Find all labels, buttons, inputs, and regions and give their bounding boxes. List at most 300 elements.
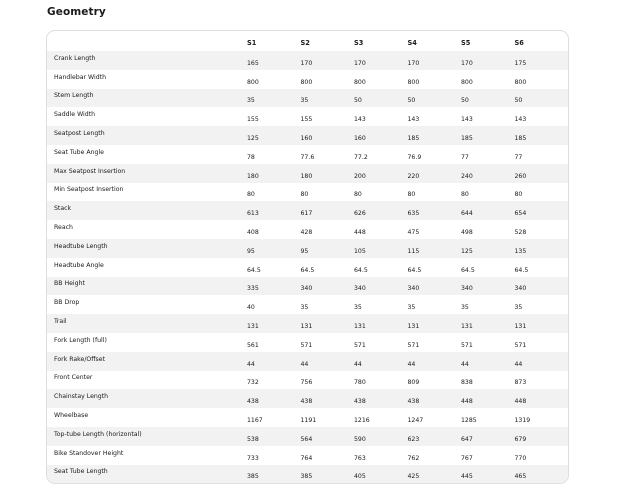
cell-value: 131 bbox=[354, 323, 366, 331]
value-cell bbox=[301, 126, 355, 145]
cell-value: 732 bbox=[247, 379, 259, 387]
value-cell bbox=[461, 220, 515, 239]
table-row bbox=[47, 333, 568, 352]
row-label-cell bbox=[47, 295, 247, 314]
table-row bbox=[47, 352, 568, 371]
value-cell bbox=[301, 107, 355, 126]
cell-value: 340 bbox=[461, 285, 473, 293]
value-cell bbox=[461, 314, 515, 333]
value-cell bbox=[515, 126, 569, 145]
value-cell bbox=[515, 352, 569, 371]
cell-value: 260 bbox=[514, 172, 527, 180]
cell-value: 1247 bbox=[407, 417, 424, 425]
value-cell bbox=[354, 352, 408, 371]
cell-value: 50 bbox=[407, 97, 416, 105]
value-cell bbox=[408, 258, 462, 277]
value-cell bbox=[354, 51, 408, 70]
table-row bbox=[47, 107, 568, 126]
cell-value: 131 bbox=[407, 323, 420, 331]
table-row bbox=[47, 126, 568, 145]
row-label-cell bbox=[47, 314, 247, 333]
row-label: Handlebar Width bbox=[54, 73, 107, 81]
value-cell bbox=[515, 389, 569, 408]
cell-value: 143 bbox=[354, 116, 366, 124]
value-cell bbox=[247, 427, 301, 446]
cell-value: 185 bbox=[514, 135, 527, 143]
value-cell bbox=[408, 465, 462, 484]
cell-value: 180 bbox=[247, 172, 259, 180]
table-row bbox=[47, 408, 568, 427]
cell-value: 170 bbox=[354, 59, 366, 67]
cell-value: 155 bbox=[300, 116, 313, 124]
value-cell bbox=[247, 389, 301, 408]
value-cell bbox=[247, 220, 301, 239]
cell-value: 644 bbox=[461, 210, 473, 218]
cell-value: 340 bbox=[407, 285, 420, 293]
cell-value: 654 bbox=[514, 210, 527, 218]
cell-value: 340 bbox=[300, 285, 313, 293]
value-cell bbox=[461, 295, 515, 314]
row-label: Seat Tube Angle bbox=[54, 148, 104, 156]
row-label: Stem Length bbox=[54, 92, 94, 100]
row-label-cell bbox=[47, 465, 247, 484]
value-cell bbox=[515, 107, 569, 126]
cell-value: 143 bbox=[514, 116, 527, 124]
cell-value: 200 bbox=[354, 172, 366, 180]
row-label-cell bbox=[47, 446, 247, 465]
cell-value: 564 bbox=[300, 435, 313, 443]
value-cell bbox=[408, 314, 462, 333]
value-cell bbox=[408, 371, 462, 390]
value-cell bbox=[247, 333, 301, 352]
row-label-cell bbox=[47, 371, 247, 390]
table-row bbox=[47, 183, 568, 202]
row-label: BB Height bbox=[54, 280, 85, 288]
cell-value: 408 bbox=[247, 229, 259, 237]
value-cell bbox=[461, 389, 515, 408]
cell-value: 800 bbox=[514, 78, 527, 86]
cell-value: 385 bbox=[300, 473, 313, 481]
value-cell bbox=[461, 70, 515, 89]
value-cell bbox=[515, 220, 569, 239]
value-cell bbox=[515, 164, 569, 183]
cell-value: 767 bbox=[461, 454, 473, 462]
cell-value: 77 bbox=[514, 153, 523, 161]
cell-value: 838 bbox=[461, 379, 473, 387]
cell-value: 240 bbox=[461, 172, 473, 180]
value-cell bbox=[408, 389, 462, 408]
value-cell bbox=[247, 107, 301, 126]
value-cell bbox=[515, 371, 569, 390]
value-cell bbox=[408, 183, 462, 202]
cell-value: 64.5 bbox=[407, 266, 422, 274]
cell-value: 131 bbox=[247, 323, 259, 331]
cell-value: 35 bbox=[407, 304, 416, 312]
value-cell bbox=[354, 465, 408, 484]
value-cell bbox=[354, 239, 408, 258]
value-cell bbox=[408, 89, 462, 108]
value-cell bbox=[354, 201, 408, 220]
cell-value: 40 bbox=[247, 304, 255, 312]
cell-value: 80 bbox=[514, 191, 523, 199]
cell-value: 763 bbox=[354, 454, 366, 462]
cell-value: 780 bbox=[354, 379, 366, 387]
table-row bbox=[47, 51, 568, 70]
cell-value: 80 bbox=[300, 191, 309, 199]
row-label: Bike Standover Height bbox=[54, 449, 124, 457]
value-cell bbox=[515, 446, 569, 465]
row-label: Wheelbase bbox=[54, 412, 89, 420]
cell-value: 115 bbox=[407, 247, 420, 255]
value-cell bbox=[247, 51, 301, 70]
row-label-cell bbox=[47, 258, 247, 277]
cell-value: 143 bbox=[407, 116, 420, 124]
cell-value: 44 bbox=[514, 360, 523, 368]
table-row bbox=[47, 201, 568, 220]
column-header: S6 bbox=[514, 39, 524, 47]
cell-value: 438 bbox=[354, 398, 366, 406]
cell-value: 770 bbox=[514, 454, 527, 462]
cell-value: 143 bbox=[461, 116, 473, 124]
cell-value: 35 bbox=[247, 97, 255, 105]
geometry-table-card bbox=[46, 30, 569, 484]
value-cell bbox=[354, 183, 408, 202]
cell-value: 35 bbox=[461, 304, 469, 312]
cell-value: 1191 bbox=[300, 417, 317, 425]
row-label: Saddle Width bbox=[54, 111, 96, 119]
cell-value: 78 bbox=[247, 153, 255, 161]
cell-value: 125 bbox=[461, 247, 473, 255]
value-cell bbox=[515, 89, 569, 108]
cell-value: 131 bbox=[461, 323, 473, 331]
value-cell bbox=[354, 107, 408, 126]
cell-value: 77.6 bbox=[300, 153, 315, 161]
value-cell bbox=[408, 126, 462, 145]
cell-value: 44 bbox=[300, 360, 309, 368]
cell-value: 44 bbox=[247, 360, 255, 368]
value-cell bbox=[515, 51, 569, 70]
cell-value: 185 bbox=[407, 135, 420, 143]
value-cell bbox=[247, 295, 301, 314]
cell-value: 105 bbox=[354, 247, 366, 255]
value-cell bbox=[408, 427, 462, 446]
value-cell bbox=[247, 446, 301, 465]
column-header: S4 bbox=[407, 39, 417, 47]
value-cell bbox=[408, 408, 462, 427]
row-label: Headtube Angle bbox=[54, 261, 104, 269]
table-row bbox=[47, 239, 568, 258]
cell-value: 155 bbox=[247, 116, 259, 124]
value-cell bbox=[301, 70, 355, 89]
value-cell bbox=[354, 258, 408, 277]
cell-value: 1285 bbox=[461, 417, 477, 425]
table-row bbox=[47, 446, 568, 465]
value-cell bbox=[247, 239, 301, 258]
cell-value: 733 bbox=[247, 454, 259, 462]
table-row bbox=[47, 89, 568, 108]
cell-value: 64.5 bbox=[300, 266, 315, 274]
cell-value: 465 bbox=[514, 473, 527, 481]
table-row bbox=[47, 389, 568, 408]
cell-value: 571 bbox=[354, 341, 366, 349]
value-cell bbox=[408, 201, 462, 220]
row-label: Max Seatpost Insertion bbox=[54, 167, 126, 175]
cell-value: 475 bbox=[407, 229, 420, 237]
value-cell bbox=[408, 352, 462, 371]
value-cell bbox=[461, 333, 515, 352]
value-cell bbox=[301, 239, 355, 258]
cell-value: 528 bbox=[514, 229, 527, 237]
cell-value: 1216 bbox=[354, 417, 370, 425]
value-cell bbox=[301, 408, 355, 427]
value-cell bbox=[301, 164, 355, 183]
cell-value: 448 bbox=[514, 398, 527, 406]
cell-value: 50 bbox=[354, 97, 362, 105]
cell-value: 571 bbox=[300, 341, 313, 349]
value-cell bbox=[408, 446, 462, 465]
cell-value: 647 bbox=[461, 435, 473, 443]
row-label: Chainstay Length bbox=[54, 393, 109, 401]
value-cell bbox=[247, 314, 301, 333]
value-cell bbox=[301, 333, 355, 352]
value-cell bbox=[461, 408, 515, 427]
value-cell bbox=[301, 389, 355, 408]
cell-value: 800 bbox=[354, 78, 366, 86]
value-cell bbox=[461, 201, 515, 220]
cell-value: 445 bbox=[461, 473, 473, 481]
geometry-table bbox=[47, 31, 568, 483]
cell-value: 170 bbox=[300, 59, 313, 67]
value-cell bbox=[301, 201, 355, 220]
value-cell bbox=[247, 371, 301, 390]
value-cell bbox=[515, 239, 569, 258]
cell-value: 1319 bbox=[514, 417, 531, 425]
value-cell bbox=[301, 427, 355, 446]
cell-value: 77.2 bbox=[354, 153, 368, 161]
row-label: Headtube Length bbox=[54, 242, 108, 250]
row-label: Stack bbox=[54, 205, 72, 213]
table-row bbox=[47, 277, 568, 296]
row-label: Seat Tube Length bbox=[54, 468, 108, 476]
value-cell bbox=[247, 465, 301, 484]
value-cell bbox=[354, 277, 408, 296]
value-cell bbox=[515, 333, 569, 352]
value-cell bbox=[354, 220, 408, 239]
value-cell bbox=[408, 145, 462, 164]
value-cell bbox=[354, 89, 408, 108]
cell-value: 617 bbox=[300, 210, 313, 218]
value-cell bbox=[515, 183, 569, 202]
row-label-cell bbox=[47, 277, 247, 296]
value-cell bbox=[247, 70, 301, 89]
cell-value: 64.5 bbox=[247, 266, 261, 274]
cell-value: 800 bbox=[247, 78, 259, 86]
cell-value: 131 bbox=[300, 323, 313, 331]
cell-value: 44 bbox=[407, 360, 416, 368]
table-row bbox=[47, 371, 568, 390]
value-cell bbox=[354, 145, 408, 164]
value-cell bbox=[408, 295, 462, 314]
cell-value: 35 bbox=[300, 97, 309, 105]
row-label: Min Seatpost Insertion bbox=[54, 186, 124, 194]
cell-value: 64.5 bbox=[354, 266, 368, 274]
row-label-cell bbox=[47, 220, 247, 239]
value-cell bbox=[301, 465, 355, 484]
value-cell bbox=[461, 352, 515, 371]
header-label-cell bbox=[47, 31, 247, 51]
value-cell bbox=[301, 220, 355, 239]
cell-value: 590 bbox=[354, 435, 366, 443]
value-cell bbox=[461, 371, 515, 390]
row-label-cell bbox=[47, 427, 247, 446]
value-cell bbox=[354, 295, 408, 314]
value-cell bbox=[461, 277, 515, 296]
value-cell bbox=[301, 446, 355, 465]
value-cell bbox=[354, 371, 408, 390]
cell-value: 405 bbox=[354, 473, 366, 481]
row-label: Fork Length (full) bbox=[54, 336, 107, 344]
cell-value: 571 bbox=[407, 341, 420, 349]
table-row bbox=[47, 427, 568, 446]
cell-value: 35 bbox=[514, 304, 523, 312]
value-cell bbox=[461, 239, 515, 258]
value-cell bbox=[354, 389, 408, 408]
row-label-cell bbox=[47, 333, 247, 352]
cell-value: 170 bbox=[407, 59, 420, 67]
value-cell bbox=[301, 145, 355, 164]
row-label-cell bbox=[47, 239, 247, 258]
cell-value: 438 bbox=[300, 398, 313, 406]
value-cell bbox=[408, 239, 462, 258]
cell-value: 44 bbox=[461, 360, 469, 368]
table-row bbox=[47, 145, 568, 164]
value-cell bbox=[354, 70, 408, 89]
page-title: Geometry bbox=[47, 6, 106, 18]
value-cell bbox=[247, 164, 301, 183]
cell-value: 80 bbox=[247, 191, 255, 199]
cell-value: 438 bbox=[407, 398, 420, 406]
cell-value: 571 bbox=[514, 341, 527, 349]
value-cell bbox=[461, 89, 515, 108]
cell-value: 762 bbox=[407, 454, 420, 462]
row-label-cell bbox=[47, 352, 247, 371]
row-label: Seatpost Length bbox=[54, 130, 105, 138]
value-cell bbox=[461, 446, 515, 465]
cell-value: 76.9 bbox=[407, 153, 422, 161]
cell-value: 95 bbox=[247, 247, 255, 255]
cell-value: 80 bbox=[461, 191, 469, 199]
value-cell bbox=[408, 107, 462, 126]
cell-value: 498 bbox=[461, 229, 473, 237]
cell-value: 635 bbox=[407, 210, 420, 218]
value-cell bbox=[408, 164, 462, 183]
cell-value: 679 bbox=[514, 435, 527, 443]
value-cell bbox=[354, 446, 408, 465]
value-cell bbox=[247, 352, 301, 371]
column-header: S3 bbox=[354, 39, 364, 47]
row-label-cell bbox=[47, 183, 247, 202]
value-cell bbox=[461, 126, 515, 145]
row-label: Fork Rake/Offset bbox=[54, 355, 106, 363]
value-cell bbox=[247, 145, 301, 164]
cell-value: 340 bbox=[514, 285, 527, 293]
cell-value: 175 bbox=[514, 59, 527, 67]
cell-value: 613 bbox=[247, 210, 259, 218]
value-cell bbox=[301, 89, 355, 108]
cell-value: 125 bbox=[247, 135, 259, 143]
value-cell bbox=[461, 258, 515, 277]
value-cell bbox=[354, 314, 408, 333]
row-label-cell bbox=[47, 70, 247, 89]
cell-value: 340 bbox=[354, 285, 366, 293]
value-cell bbox=[461, 51, 515, 70]
cell-value: 35 bbox=[300, 304, 309, 312]
table-row bbox=[47, 465, 568, 484]
column-header: S1 bbox=[247, 39, 257, 47]
cell-value: 80 bbox=[407, 191, 416, 199]
value-cell bbox=[461, 427, 515, 446]
value-cell bbox=[301, 352, 355, 371]
value-cell bbox=[354, 427, 408, 446]
cell-value: 438 bbox=[247, 398, 259, 406]
cell-value: 335 bbox=[247, 285, 259, 293]
value-cell bbox=[515, 258, 569, 277]
cell-value: 220 bbox=[407, 172, 420, 180]
cell-value: 1167 bbox=[247, 417, 263, 425]
table-row bbox=[47, 220, 568, 239]
row-label: Crank Length bbox=[54, 54, 96, 62]
row-label-cell bbox=[47, 145, 247, 164]
value-cell bbox=[461, 465, 515, 484]
value-cell bbox=[247, 258, 301, 277]
value-cell bbox=[301, 277, 355, 296]
value-cell bbox=[354, 126, 408, 145]
value-cell bbox=[515, 201, 569, 220]
cell-value: 561 bbox=[247, 341, 259, 349]
column-header: S2 bbox=[300, 39, 310, 47]
value-cell bbox=[515, 277, 569, 296]
cell-value: 425 bbox=[407, 473, 420, 481]
cell-value: 626 bbox=[354, 210, 366, 218]
cell-value: 448 bbox=[461, 398, 473, 406]
table-header-row bbox=[47, 31, 568, 51]
table-row bbox=[47, 258, 568, 277]
value-cell bbox=[301, 295, 355, 314]
value-cell bbox=[247, 201, 301, 220]
cell-value: 428 bbox=[300, 229, 313, 237]
cell-value: 50 bbox=[461, 97, 469, 105]
value-cell bbox=[461, 183, 515, 202]
cell-value: 800 bbox=[461, 78, 473, 86]
table-row bbox=[47, 70, 568, 89]
row-label-cell bbox=[47, 51, 247, 70]
cell-value: 448 bbox=[354, 229, 366, 237]
cell-value: 95 bbox=[300, 247, 309, 255]
value-cell bbox=[301, 258, 355, 277]
value-cell bbox=[461, 145, 515, 164]
cell-value: 756 bbox=[300, 379, 313, 387]
row-label-cell bbox=[47, 408, 247, 427]
cell-value: 165 bbox=[247, 59, 259, 67]
value-cell bbox=[515, 70, 569, 89]
table-row bbox=[47, 295, 568, 314]
value-cell bbox=[408, 51, 462, 70]
cell-value: 571 bbox=[461, 341, 473, 349]
value-cell bbox=[301, 371, 355, 390]
cell-value: 135 bbox=[514, 247, 527, 255]
cell-value: 131 bbox=[514, 323, 527, 331]
value-cell bbox=[515, 427, 569, 446]
